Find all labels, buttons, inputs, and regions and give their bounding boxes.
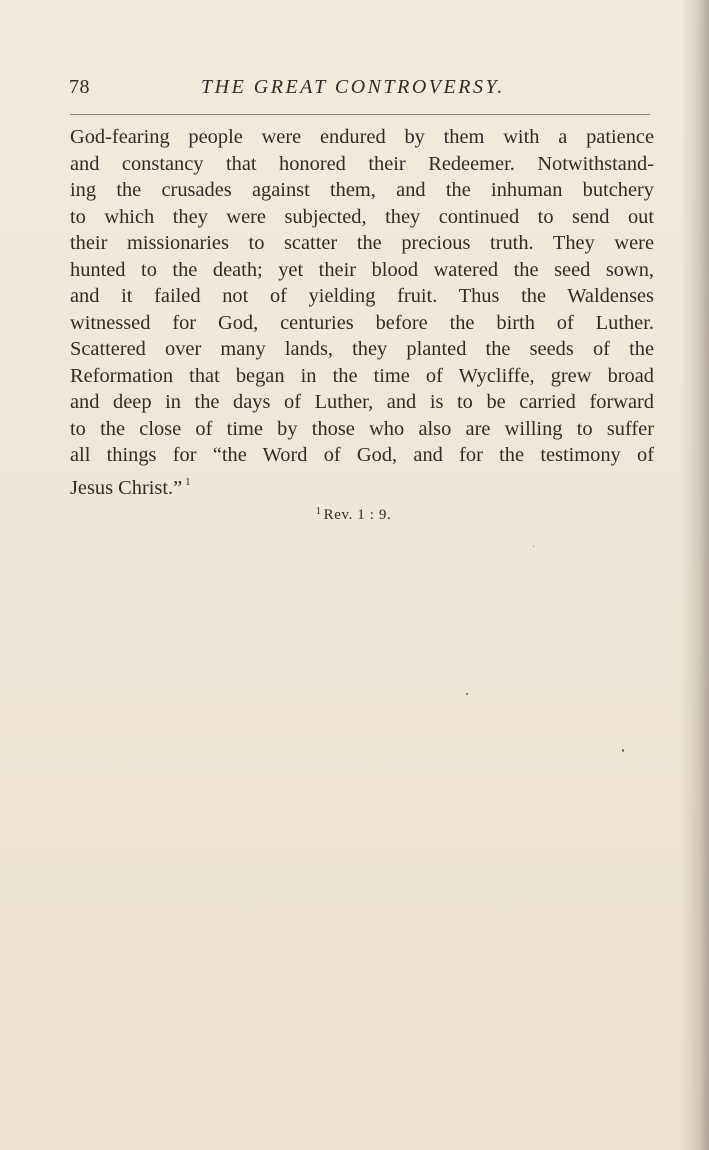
footnote-marker: 1 xyxy=(316,506,322,517)
text-line: to the close of time by those who also are willing to suffer xyxy=(70,417,654,440)
footnote-text: Rev. 1 : 9. xyxy=(323,507,392,523)
text-line: hunted to the death; yet their blood watered the seed sown, xyxy=(70,258,654,281)
paper-speck xyxy=(533,546,534,547)
page-number: 78 xyxy=(69,76,90,98)
page-header xyxy=(69,76,649,102)
text-line: and constancy that honored their Redeemer. Notwithstand- xyxy=(70,152,654,175)
text-line-last xyxy=(70,469,654,499)
text-line: to which they were subjected, they continued to send out xyxy=(70,205,654,228)
paper-speck xyxy=(622,749,624,752)
text-line: all things for “the Word of God, and for the testimony of xyxy=(70,444,654,466)
text-line: their missionaries to scatter the precious truth. They were xyxy=(70,232,654,254)
paper-speck xyxy=(466,693,468,695)
footnote xyxy=(316,506,391,524)
text-line: and it failed not of yielding fruit. Thus the Waldenses xyxy=(70,285,654,307)
running-title: THE GREAT CONTROVERSY. xyxy=(201,76,505,98)
text-line: and deep in the days of Luther, and is to be carried forward xyxy=(70,391,654,413)
text-line: witnessed for God, centuries before the birth of Luther. xyxy=(70,311,654,334)
text-line: God-fearing people were endured by them with a patience xyxy=(70,126,654,148)
footnote-reference: 1 xyxy=(185,475,191,488)
text-line-last-text: Jesus Christ.” xyxy=(70,476,183,499)
text-line: Scattered over many lands, they planted the seeds of the xyxy=(70,338,654,360)
text-line: ing the crusades against them, and the inhuman butchery xyxy=(70,179,654,201)
body-paragraph xyxy=(70,124,654,499)
text-line: Reformation that began in the time of Wycliffe, grew broad xyxy=(70,364,654,387)
header-rule xyxy=(70,114,650,115)
